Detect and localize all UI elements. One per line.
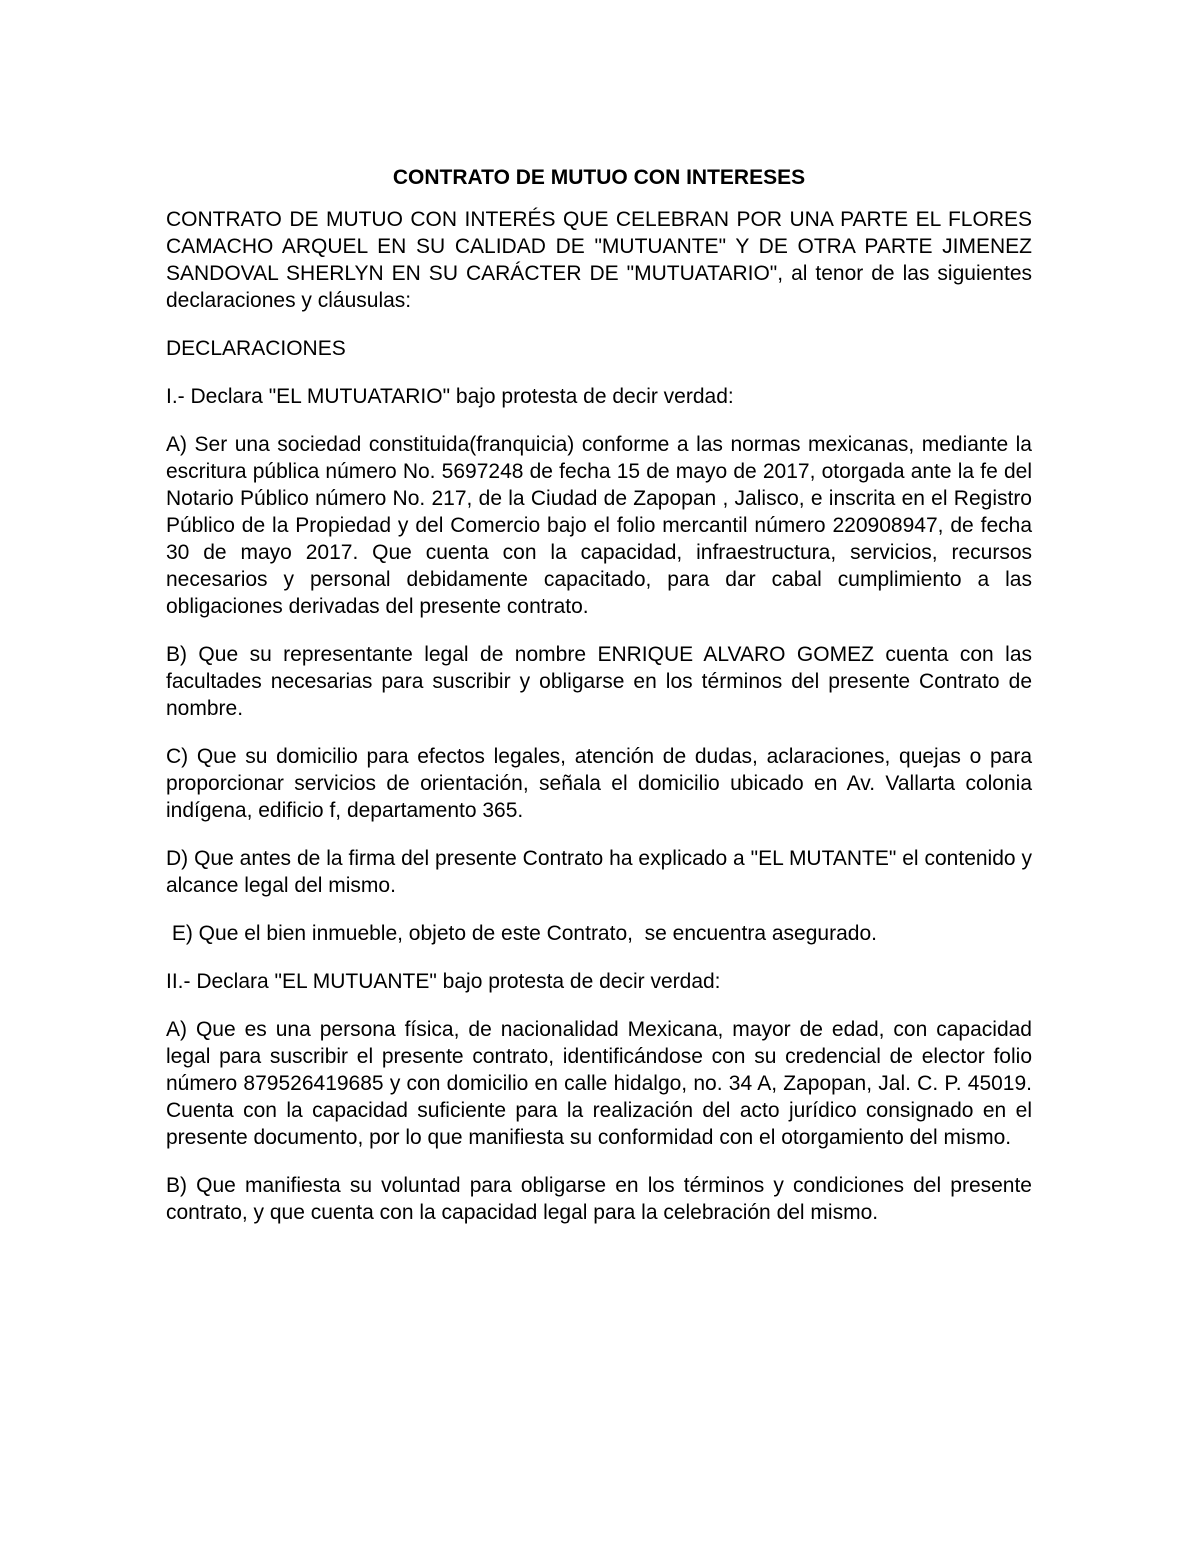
section1-item-a: A) Ser una sociedad constituida(franquicia) conforme a las normas mexicanas, mediante la escritura pública número No. 5697248 de fecha 15 de mayo de 2017, otorgada ante la fe del Notario Público número No. 217, de la Ciudad de Zapopan , Jalisco, e inscrita en el Registro Público de la Propiedad y del Comercio bajo el folio mercantil número 220908947, de fecha 30 de mayo 2017. Que cuenta con la capacidad, infraestructura, servicios, recursos necesarios y personal debidamente capacitado, para dar cabal cumplimiento a las obligaciones derivadas del presente contrato.: [166, 433, 1032, 618]
section1-item-d: D) Que antes de la firma del presente Contrato ha explicado a "EL MUTANTE" el contenido y alcance legal del mismo.: [166, 847, 1032, 897]
section1-item-e: E) Que el bien inmueble, objeto de este Contrato, se encuentra asegurado.: [166, 922, 877, 945]
section2-heading: II.- Declara "EL MUTUANTE" bajo protesta de decir verdad:: [166, 970, 721, 993]
document-title: CONTRATO DE MUTUO CON INTERESES: [392, 166, 806, 189]
declaraciones-heading: DECLARACIONES: [166, 337, 346, 360]
intro-paragraph: CONTRATO DE MUTUO CON INTERÉS QUE CELEBRAN POR UNA PARTE EL FLORES CAMACHO ARQUEL EN SU CALIDAD DE "MUTUANTE" Y DE OTRA PARTE JIMENEZ SANDOVAL SHERLYN EN SU CARÁCTER DE "MUTUATARIO", al tenor de las siguientes declaraciones y cláusulas:: [166, 208, 1032, 312]
section1-heading: I.- Declara "EL MUTUATARIO" bajo protesta de decir verdad:: [166, 385, 734, 408]
section2-item-b: B) Que manifiesta su voluntad para obligarse en los términos y condiciones del presente contrato, y que cuenta con la capacidad legal para la celebración del mismo.: [166, 1174, 1032, 1224]
document-page: [166, 164, 1032, 1247]
section2-item-a: A) Que es una persona física, de nacionalidad Mexicana, mayor de edad, con capacidad legal para suscribir el presente contrato, identificándose con su credencial de elector folio número 879526419685 y con domicilio en calle hidalgo, no. 34 A, Zapopan, Jal. C. P. 45019. Cuenta con la capacidad suficiente para la realización del acto jurídico consignado en el presente documento, por lo que manifiesta su conformidad con el otorgamiento del mismo.: [166, 1018, 1032, 1149]
section1-item-b: B) Que su representante legal de nombre ENRIQUE ALVARO GOMEZ cuenta con las facultades necesarias para suscribir y obligarse en los términos del presente Contrato de nombre.: [166, 643, 1032, 720]
section1-item-c: C) Que su domicilio para efectos legales, atención de dudas, aclaraciones, quejas o para proporcionar servicios de orientación, señala el domicilio ubicado en Av. Vallarta colonia indígena, edificio f, departamento 365.: [166, 745, 1032, 822]
